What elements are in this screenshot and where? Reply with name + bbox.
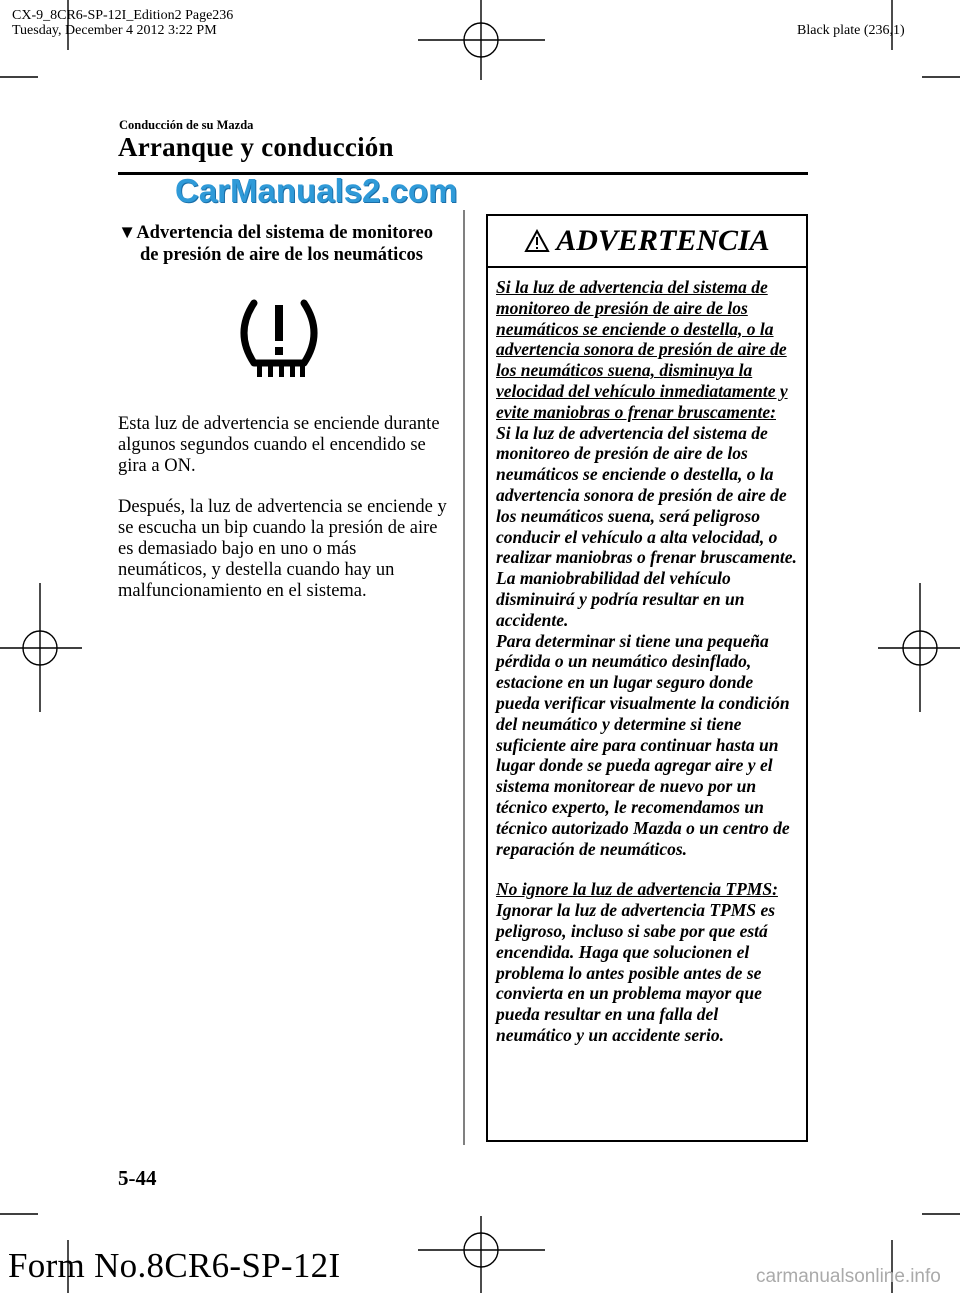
page-title: Arranque y conducción <box>118 132 394 162</box>
tpms-warning-icon <box>232 297 326 379</box>
watermark-logo: CarManuals2.com <box>175 172 458 209</box>
subsection-heading <box>118 222 458 266</box>
page-number: 5-44 <box>118 1166 157 1190</box>
warning-paragraph-2: Para determinar si tiene una pequeña pérdida o un neumático desinflado, estacione en un lugar seguro donde pueda verificar visualmente la condición del neumático y determine si tiene suficiente aire para continuar hasta un lugar donde se pueda agregar aire y el sistema monitorear de nuevo por un técnico experto, le recomendamos un técnico autorizado Mazda o un centro de reparación de neumáticos. <box>496 630 790 859</box>
warning-paragraph-3: Ignorar la luz de advertencia TPMS es peligroso, incluso si sabe por que está encendida. Haga que solucionen el problema lo antes posible antes de se convierta en un problema mayor que pueda resultar en una falla del neumático y un accidente serio. <box>496 900 776 1045</box>
warning-body <box>488 268 806 1046</box>
warning-paragraph-1: Si la luz de advertencia del sistema de monitoreo de presión de aire de los neumáticos se enciende o destella, o la advertencia sonora de presión de aire de los neumáticos suena, será peligroso conducir el vehículo a alta velocidad, o realizar maniobras o frenar bruscamente. La maniobrabilidad del vehículo disminuirá y podría resultar en un accidente. <box>496 422 797 630</box>
file-info-line-1: CX-9_8CR6-SP-12I_Edition2 Page236 <box>12 8 234 23</box>
form-number: Form No.8CR6-SP-12I <box>8 1246 341 1285</box>
file-info-line-2: Tuesday, December 4 2012 3:22 PM <box>12 23 217 38</box>
section-label: Conducción de su Mazda <box>119 118 254 132</box>
warning-underlined-2: No ignore la luz de advertencia TPMS: <box>496 879 778 900</box>
heading-line-1: Advertencia del sistema de monitoreo <box>136 223 433 243</box>
paragraph-1: Esta luz de advertencia se enciende durante algunos segundos cuando el encendido se gira a ON. <box>118 414 440 476</box>
triangle-marker-icon: ▼ <box>118 223 137 243</box>
left-body <box>118 414 448 622</box>
warning-triangle-icon <box>524 229 550 253</box>
heading-line-2: de presión de aire de los neumáticos <box>140 245 423 265</box>
warning-box <box>486 214 808 1142</box>
plate-label: Black plate (236,1) <box>797 23 905 38</box>
paragraph-2: Después, la luz de advertencia se enciende y se escucha un bip cuando la presión de aire es demasiado bajo en uno o más neumáticos, y destella cuando hay un malfuncionamiento en el sistema. <box>118 497 447 601</box>
site-watermark: carmanualsonline.info <box>756 1266 941 1287</box>
warning-title: ADVERTENCIA <box>556 224 770 257</box>
warning-underlined-1: Si la luz de advertencia del sistema de monitoreo de presión de aire de los neumáticos se enciende o destella, o la advertencia sonora de presión de aire de los neumáticos suena, disminuya la velocidad del vehículo inmediatamente y evite maniobras o frenar bruscamente: <box>496 277 788 422</box>
warning-header <box>488 216 806 268</box>
